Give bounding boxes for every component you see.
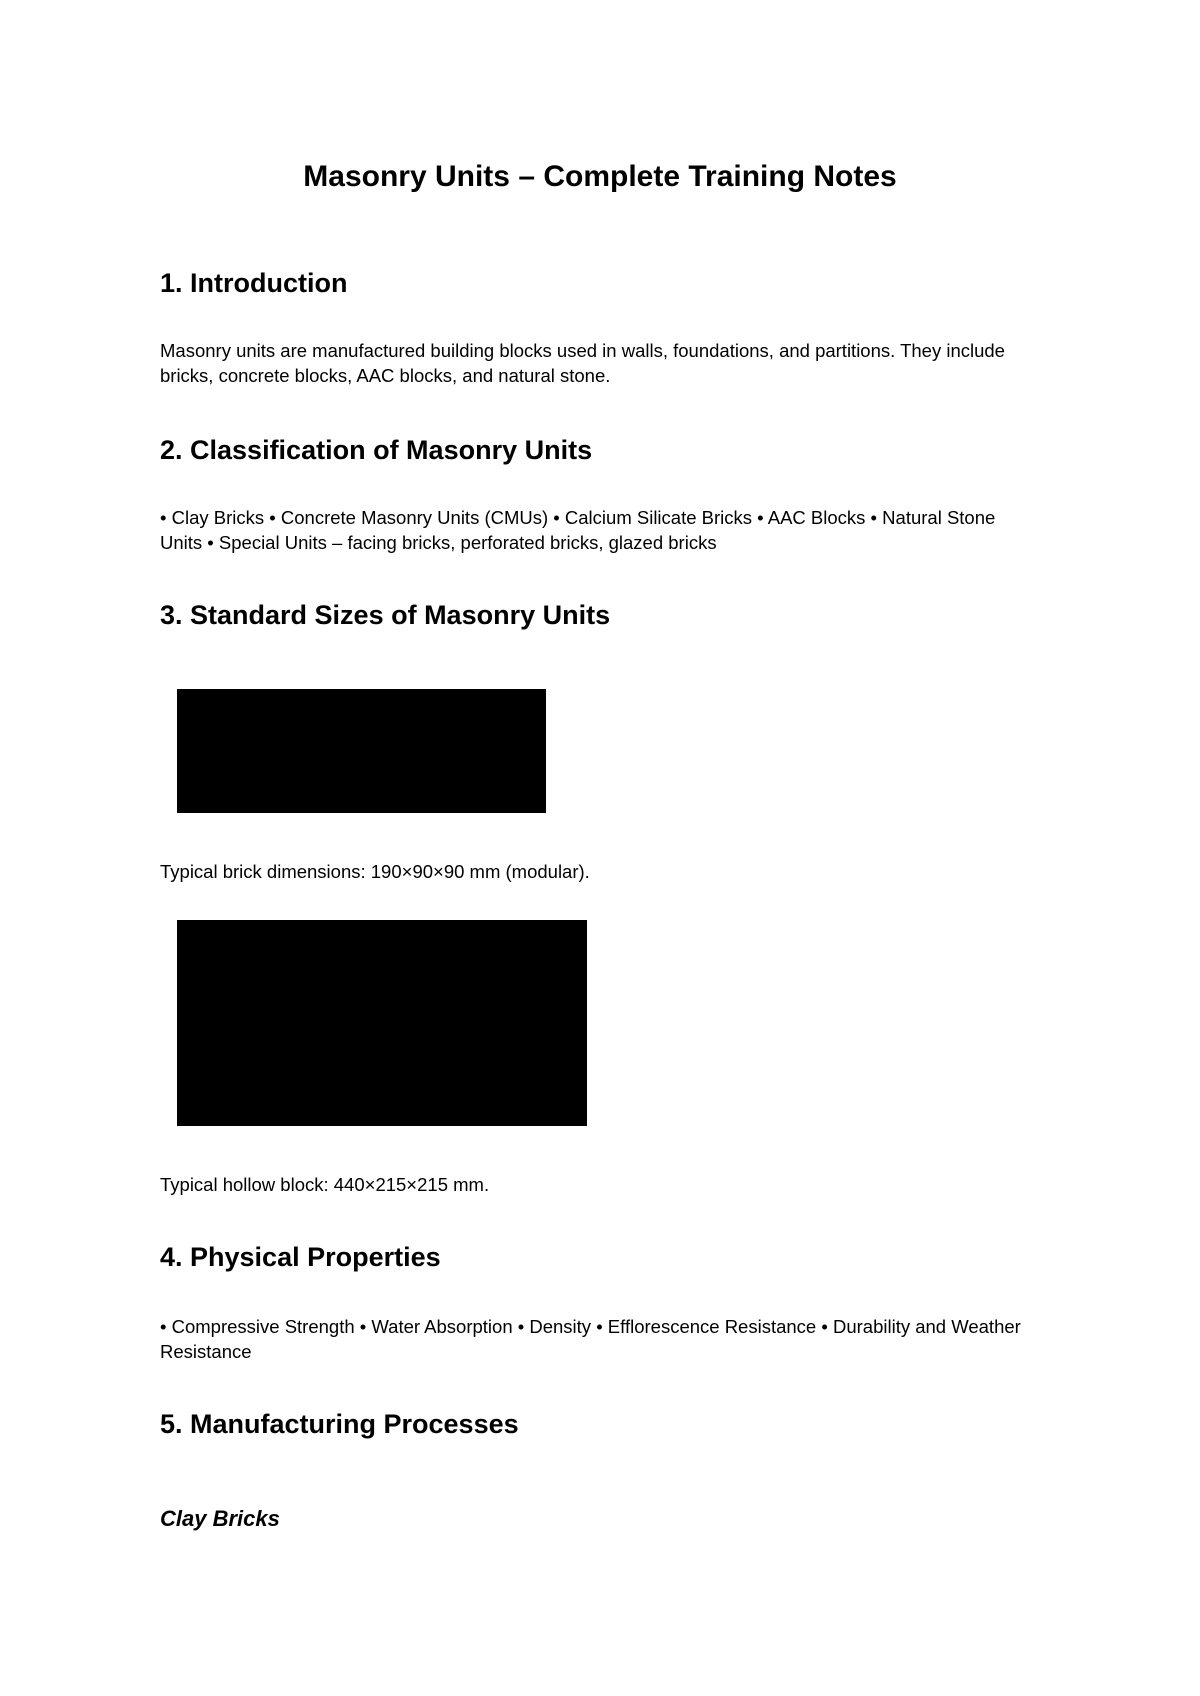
- hollow-block-caption: Typical hollow block: 440×215×215 mm.: [160, 1174, 490, 1195]
- classification-list: • Clay Bricks • Concrete Masonry Units (CMUs) • Calcium Silicate Bricks • AAC Blocks • Natural Stone Units • Special Units – facing bricks, perforated bricks, glazed bricks: [160, 507, 996, 553]
- hollow-block-image: [177, 920, 587, 1126]
- section-heading-standard-sizes: 3. Standard Sizes of Masonry Units: [160, 600, 611, 630]
- section-heading-classification: 2. Classification of Masonry Units: [160, 435, 593, 465]
- brick-dimensions-caption: Typical brick dimensions: 190×90×90 mm (modular).: [160, 861, 590, 882]
- section-heading-physical-properties: 4. Physical Properties: [160, 1242, 441, 1272]
- section-heading-introduction: 1. Introduction: [160, 268, 348, 298]
- brick-image: [177, 689, 546, 813]
- introduction-paragraph: Masonry units are manufactured building blocks used in walls, foundations, and partitions. They include bricks, concrete blocks, AAC blocks, and natural stone.: [160, 340, 1005, 386]
- physical-properties-list: • Compressive Strength • Water Absorption • Density • Efflorescence Resistance • Durability and Weather Resistance: [160, 1316, 1021, 1362]
- subheading-clay-bricks: Clay Bricks: [160, 1506, 280, 1531]
- document-title: Masonry Units – Complete Training Notes: [303, 160, 897, 193]
- section-heading-manufacturing: 5. Manufacturing Processes: [160, 1409, 519, 1439]
